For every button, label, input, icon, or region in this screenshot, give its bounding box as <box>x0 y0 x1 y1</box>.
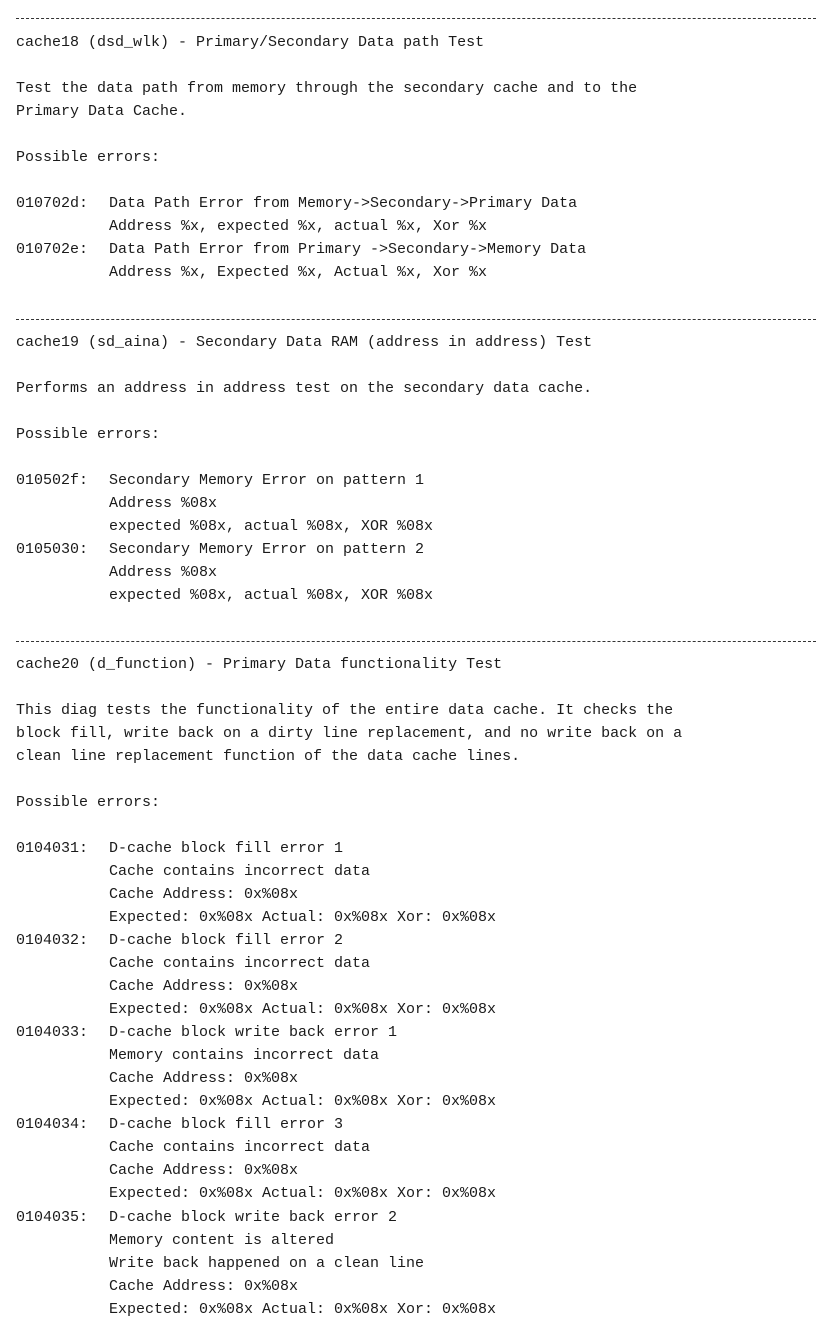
error-message: D-cache block write back error 1 <box>109 1024 398 1041</box>
error-code: 0104035: <box>16 1209 89 1226</box>
section-divider <box>16 641 816 642</box>
section-description-line: Test the data path from memory through the secondary cache and to the <box>16 80 638 97</box>
error-entry <box>16 1115 343 1135</box>
error-detail-line: Expected: 0x%08x Actual: 0x%08x Xor: 0x%08x <box>109 1185 497 1202</box>
error-entry <box>16 194 577 214</box>
errors-heading: Possible errors: <box>16 426 161 443</box>
error-detail-line: Memory contains incorrect data <box>109 1047 380 1064</box>
section-divider <box>16 319 816 320</box>
error-detail-line: Expected: 0x%08x Actual: 0x%08x Xor: 0x%08x <box>109 909 497 926</box>
errors-heading: Possible errors: <box>16 149 161 166</box>
error-entry <box>16 240 586 260</box>
error-detail-line: Expected: 0x%08x Actual: 0x%08x Xor: 0x%08x <box>109 1001 497 1018</box>
error-detail-line: Memory content is altered <box>109 1232 335 1249</box>
error-detail-line: expected %08x, actual %08x, XOR %08x <box>109 518 434 535</box>
error-message: Data Path Error from Memory->Secondary->Primary Data <box>109 195 578 212</box>
error-detail-line: Address %x, expected %x, actual %x, Xor %x <box>109 218 488 235</box>
section-title: cache19 (sd_aina) - Secondary Data RAM (address in address) Test <box>16 334 593 351</box>
section-title: cache18 (dsd_wlk) - Primary/Secondary Data path Test <box>16 34 485 51</box>
section-title: cache20 (d_function) - Primary Data functionality Test <box>16 656 503 673</box>
error-entry <box>16 931 343 951</box>
error-code: 010702e: <box>16 241 89 258</box>
error-detail-line: Address %08x <box>109 495 218 512</box>
section-divider <box>16 18 816 19</box>
section-description-line: block fill, write back on a dirty line replacement, and no write back on a <box>16 725 683 742</box>
error-message: Secondary Memory Error on pattern 2 <box>109 541 425 558</box>
error-code: 0104032: <box>16 932 89 949</box>
error-detail-line: Cache Address: 0x%08x <box>109 1278 299 1295</box>
error-detail-line: Cache Address: 0x%08x <box>109 886 299 903</box>
error-code: 010502f: <box>16 472 89 489</box>
error-detail-line: expected %08x, actual %08x, XOR %08x <box>109 587 434 604</box>
error-detail-line: Cache contains incorrect data <box>109 1139 371 1156</box>
error-code: 0104033: <box>16 1024 89 1041</box>
error-message: D-cache block fill error 1 <box>109 840 344 857</box>
section-description-line: Performs an address in address test on the secondary data cache. <box>16 380 593 397</box>
error-code: 010702d: <box>16 195 89 212</box>
error-message: D-cache block fill error 2 <box>109 932 344 949</box>
error-detail-line: Address %x, Expected %x, Actual %x, Xor %x <box>109 264 488 281</box>
section-description-line: Primary Data Cache. <box>16 103 188 120</box>
error-detail-line: Cache Address: 0x%08x <box>109 1070 299 1087</box>
error-detail-line: Cache contains incorrect data <box>109 863 371 880</box>
error-entry <box>16 1023 397 1043</box>
error-detail-line: Write back happened on a clean line <box>109 1255 425 1272</box>
error-code: 0104034: <box>16 1116 89 1133</box>
error-detail-line: Expected: 0x%08x Actual: 0x%08x Xor: 0x%08x <box>109 1093 497 1110</box>
error-detail-line: Cache contains incorrect data <box>109 955 371 972</box>
error-code: 0105030: <box>16 541 89 558</box>
error-message: D-cache block fill error 3 <box>109 1116 344 1133</box>
error-entry <box>16 471 424 491</box>
error-code: 0104031: <box>16 840 89 857</box>
error-entry <box>16 1208 397 1228</box>
error-detail-line: Cache Address: 0x%08x <box>109 1162 299 1179</box>
error-detail-line: Expected: 0x%08x Actual: 0x%08x Xor: 0x%08x <box>109 1301 497 1318</box>
error-entry <box>16 540 424 560</box>
errors-heading: Possible errors: <box>16 794 161 811</box>
error-message: D-cache block write back error 2 <box>109 1209 398 1226</box>
error-message: Secondary Memory Error on pattern 1 <box>109 472 425 489</box>
error-entry <box>16 839 343 859</box>
section-description-line: This diag tests the functionality of the entire data cache. It checks the <box>16 702 674 719</box>
section-description-line: clean line replacement function of the data cache lines. <box>16 748 521 765</box>
error-detail-line: Address %08x <box>109 564 218 581</box>
error-message: Data Path Error from Primary ->Secondary->Memory Data <box>109 241 587 258</box>
error-detail-line: Cache Address: 0x%08x <box>109 978 299 995</box>
